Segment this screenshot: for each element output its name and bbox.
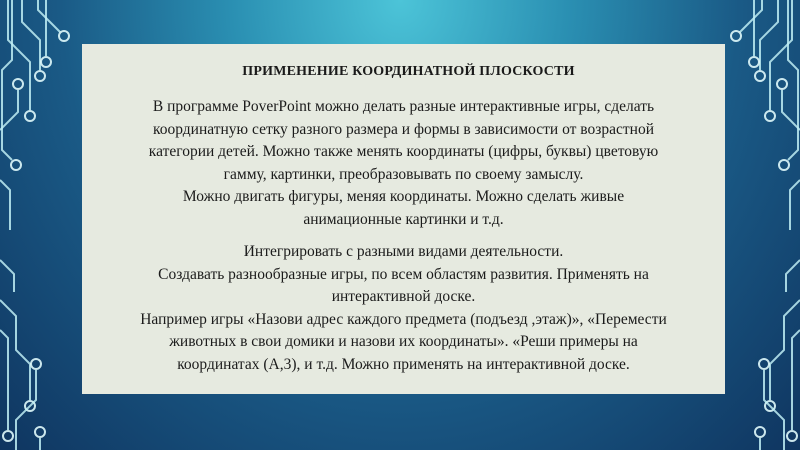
paragraph1-line: координатную сетку разного размера и формы в зависимости от возрастной (152, 120, 655, 138)
paragraph2-line: Создавать разнообразные игры, по всем областям развития. Применять на (158, 265, 649, 283)
usage-paragraph (82, 241, 725, 376)
paragraph2-line: Например игры «Назови адрес каждого предмета (подъезд ,этаж)», «Перемести (140, 310, 667, 328)
paragraph1-line: гамму, картинки, преобразовывать по своему замыслу. (223, 165, 584, 183)
paragraph2-line: координатах (А,3), и т.д. Можно применять на интерактивной доске. (177, 355, 630, 373)
paragraph2-line: животных в свои домики и назови их координаты». «Реши примеры на (169, 333, 638, 350)
paragraph2-line: интерактивной доске. (331, 288, 476, 305)
content-panel (82, 44, 725, 394)
paragraph1-line: категории детей. Можно также менять координаты (цифры, буквы) цветовую (148, 143, 659, 160)
paragraph1-line: анимационные картинки и т.д. (303, 210, 504, 228)
paragraph1-line: Можно двигать фигуры, меняя координаты. Можно сделать живые (182, 188, 625, 205)
slide-title: ПРИМЕНЕНИЕ КООРДИНАТНОЙ ПЛОСКОСТИ (242, 64, 575, 79)
paragraph1-line: В программе PoverPoint можно делать разные интерактивные игры, сделать (152, 98, 655, 115)
paragraph2-line: Интегрировать с разными видами деятельности. (243, 243, 564, 260)
description-paragraph (92, 96, 715, 231)
